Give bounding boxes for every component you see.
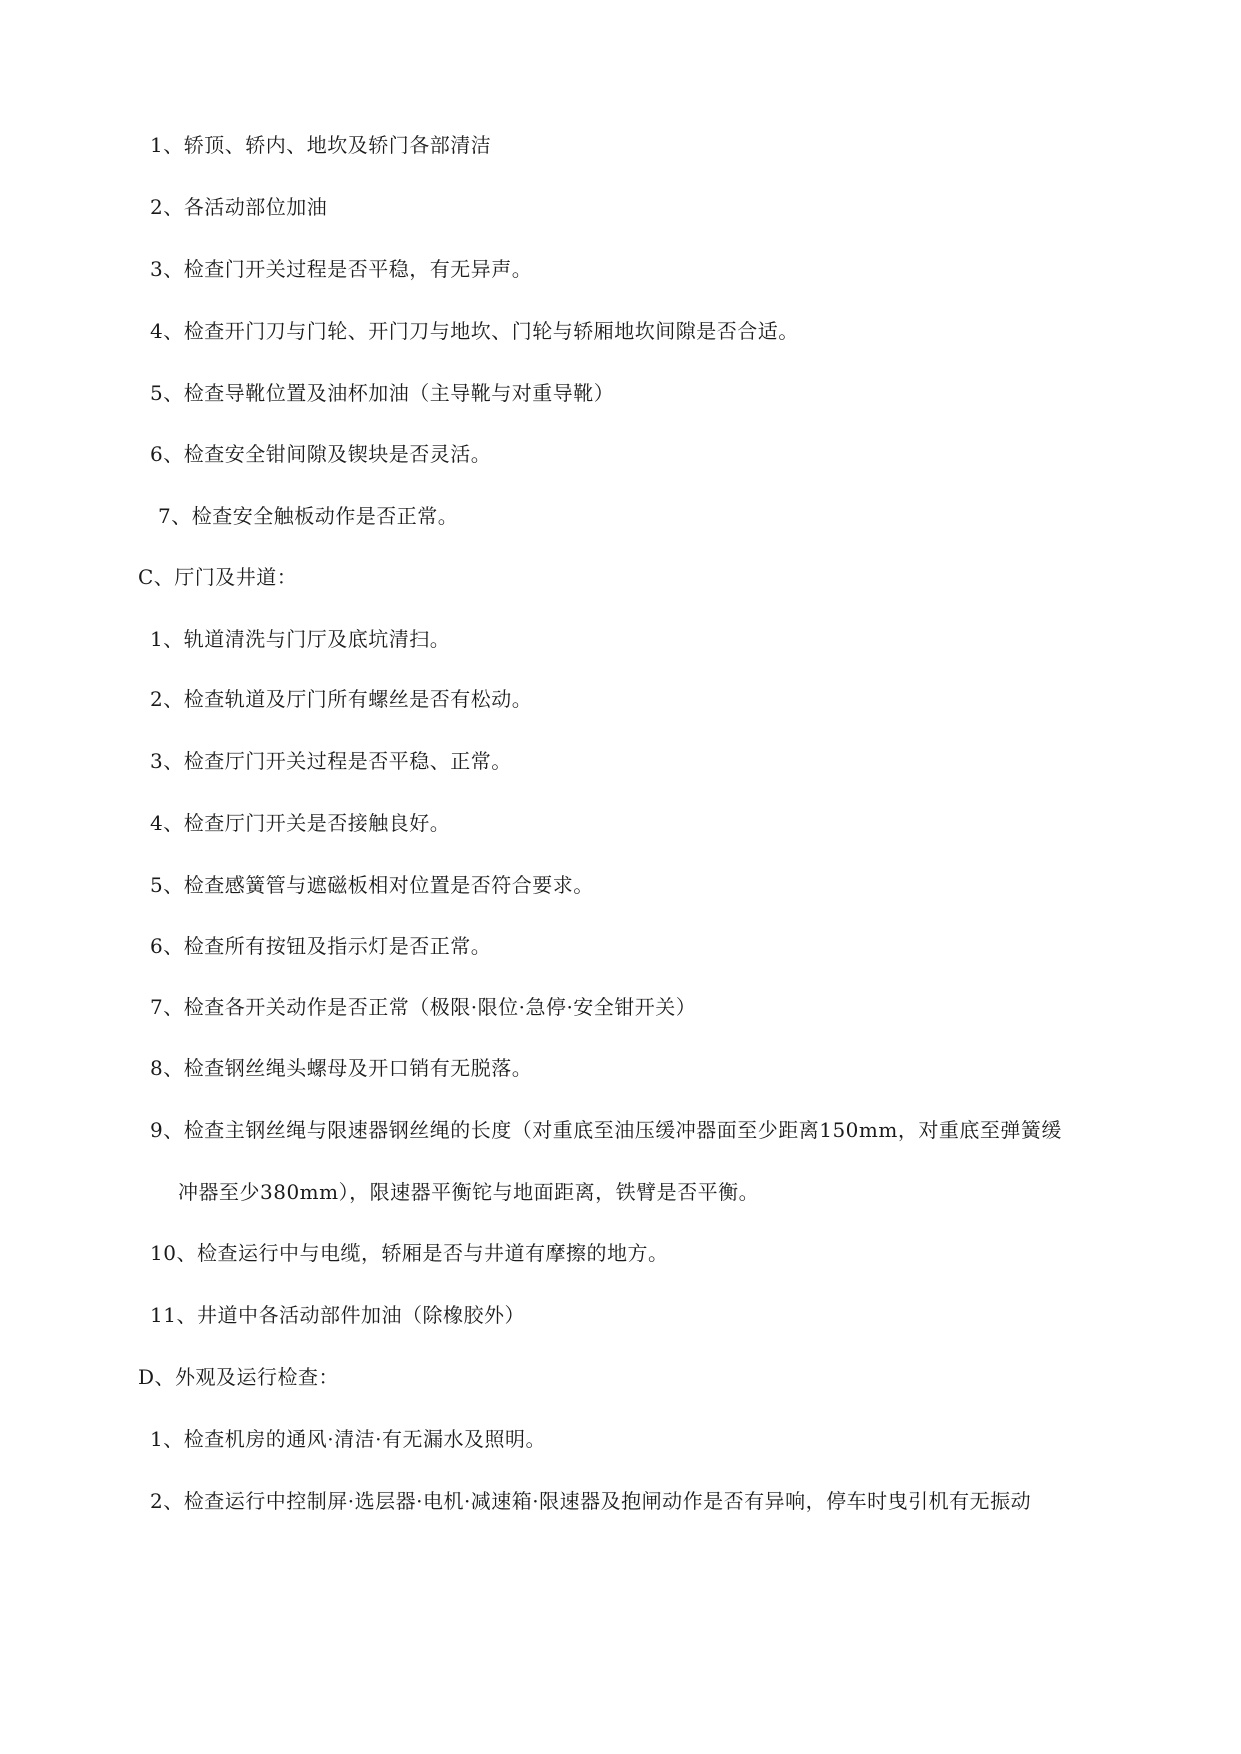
item-rope-length-check-continued: 冲器至少380mm），限速器平衡铊与地面距离，铁臂是否平衡。 bbox=[178, 1180, 760, 1204]
section-heading-d: D、外观及运行检查： bbox=[138, 1365, 340, 1389]
item-running-noise-check: 2、检查运行中控制屏·选层器·电机·减速箱·限速器及抱闸动作是否有异响，停车时曳引机有无振动 bbox=[150, 1489, 1032, 1513]
item-landing-door-contact: 4、检查厅门开关是否接触良好。 bbox=[150, 811, 451, 835]
item-guide-shoe-check: 5、检查导靴位置及油杯加油（主导靴与对重导靴） bbox=[150, 381, 615, 405]
item-machine-room-check: 1、检查机房的通风·清洁·有无漏水及照明。 bbox=[150, 1427, 546, 1451]
item-rope-nut-check: 8、检查钢丝绳头螺母及开口销有无脱落。 bbox=[150, 1056, 533, 1080]
item-car-cleaning: 1、轿顶、轿内、地坎及轿门各部清洁 bbox=[150, 133, 492, 157]
item-rail-screws-check: 2、检查轨道及厅门所有螺丝是否有松动。 bbox=[150, 687, 533, 711]
item-door-clearance-check: 4、检查开门刀与门轮、开门刀与地坎、门轮与轿厢地坎间隙是否合适。 bbox=[150, 319, 799, 343]
item-cable-friction-check: 10、检查运行中与电缆，轿厢是否与井道有摩擦的地方。 bbox=[150, 1241, 669, 1265]
item-door-operation-check: 3、检查门开关过程是否平稳，有无异声。 bbox=[150, 257, 533, 281]
item-reed-switch-check: 5、检查感簧管与遮磁板相对位置是否符合要求。 bbox=[150, 873, 594, 897]
item-safety-gear-check: 6、检查安全钳间隙及锲块是否灵活。 bbox=[150, 442, 492, 466]
item-lubricate-moving-parts: 2、各活动部位加油 bbox=[150, 195, 328, 219]
item-switches-check: 7、检查各开关动作是否正常（极限·限位·急停·安全钳开关） bbox=[150, 995, 697, 1019]
item-rope-length-check: 9、检查主钢丝绳与限速器钢丝绳的长度（对重底至油压缓冲器面至少距离150mm，对重底至弹簧缓 bbox=[150, 1118, 1062, 1142]
item-safety-edge-check: 7、检查安全触板动作是否正常。 bbox=[158, 504, 459, 528]
item-buttons-lights-check: 6、检查所有按钮及指示灯是否正常。 bbox=[150, 934, 492, 958]
item-landing-door-operation: 3、检查厅门开关过程是否平稳、正常。 bbox=[150, 749, 512, 773]
item-rail-cleaning: 1、轨道清洗与门厅及底坑清扫。 bbox=[150, 627, 451, 651]
item-hoistway-lubrication: 11、井道中各活动部件加油（除橡胶外） bbox=[150, 1303, 525, 1327]
section-heading-c: C、厅门及井道： bbox=[138, 565, 298, 589]
